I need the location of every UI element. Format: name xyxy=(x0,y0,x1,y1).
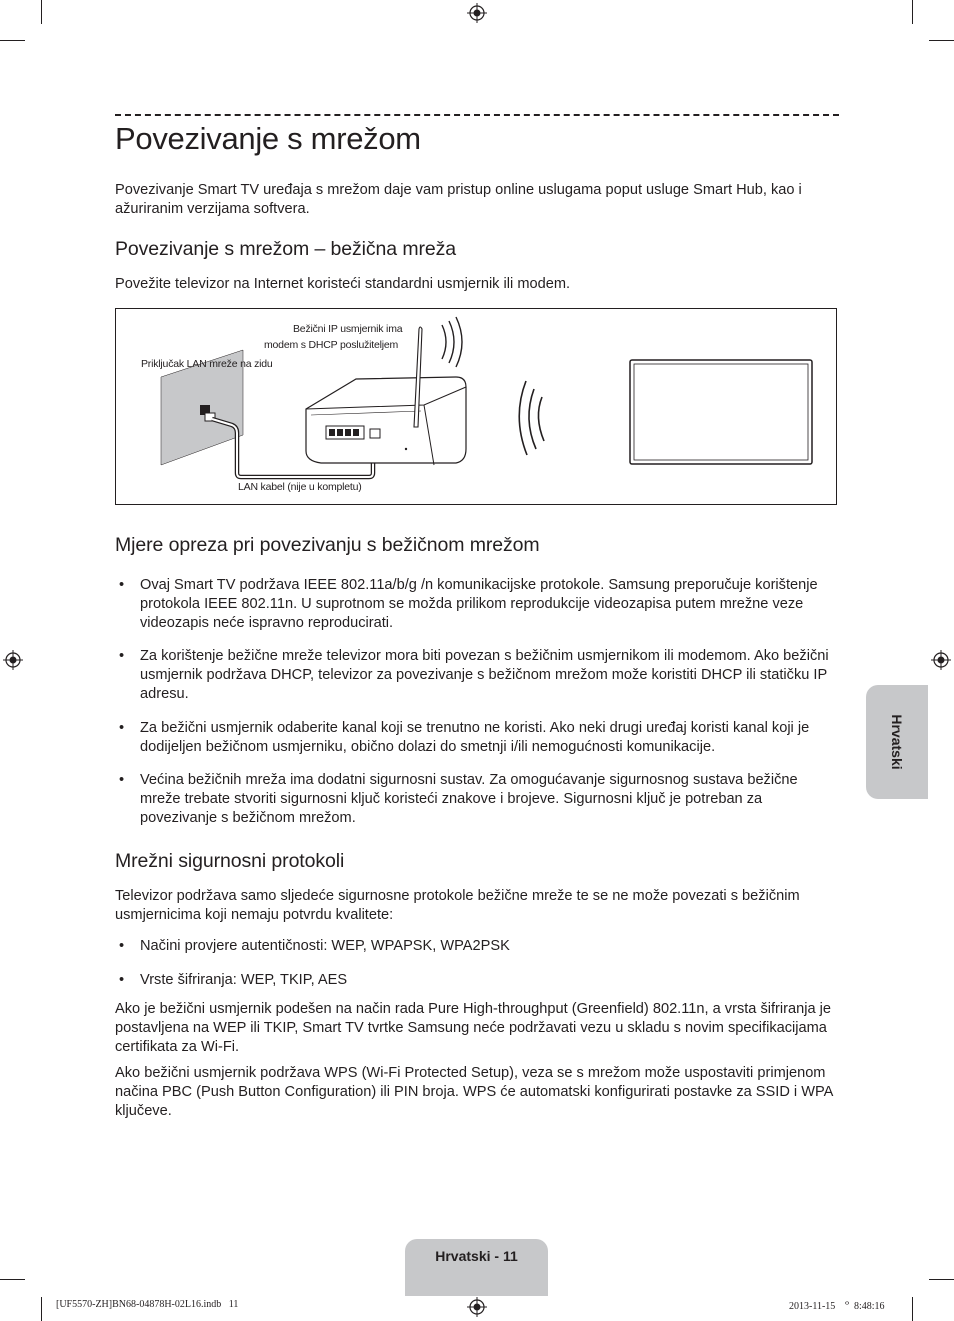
crop-mark xyxy=(0,1279,25,1280)
wall-socket-label: Priključak LAN mreže na zidu xyxy=(141,358,273,370)
footer-date-glyph: ᄋ xyxy=(842,1302,852,1312)
page-number: Hrvatski - 11 xyxy=(435,1248,518,1264)
bullet-icon: • xyxy=(119,648,125,664)
bullet-icon: • xyxy=(119,772,125,788)
protocols-paragraph-1: Ako je bežični usmjernik podešen na način rada Pure High-throughput (Greenfield) 802.11n, a vrsta šifriranja je postavljena na WEP ili TKIP, Smart TV tvrtke Samsung neće podržavati vezu u skladu s novim specifikacijama certifikata za Wi-Fi. xyxy=(115,1001,832,1055)
crop-mark xyxy=(929,40,954,41)
crop-mark xyxy=(0,40,25,41)
intro-paragraph: Povezivanje Smart TV uređaja s mrežom daje vam pristup online uslugama poput usluge Smart Hub, kao i ažuriranim verzijama softvera. xyxy=(115,182,802,217)
router-label-line1: Bežični IP usmjernik ima xyxy=(293,323,403,335)
section-heading-precautions: Mjere opreza pri povezivanju s bežičnom mrežom xyxy=(115,534,540,556)
wireless-text: Povežite televizor na Internet koristeći standardni usmjernik ili modem. xyxy=(115,276,571,292)
footer-date: 2013-11-15 xyxy=(789,1301,843,1312)
list-item: • Za korištenje bežične mreže televizor mora biti povezan s bežičnim usmjernikom ili modemom. Ako bežični usmjernik podržava DHCP, televizor za povezivanje s bežičnom mrežom može koristiti DHCP ili statičku IP adresu. xyxy=(119,648,829,702)
tv-icon xyxy=(630,360,812,464)
crop-mark xyxy=(912,0,913,24)
bullet-icon: • xyxy=(119,972,125,988)
lan-cable-label: LAN kabel (nije u kompletu) xyxy=(238,481,362,493)
page-number-tab xyxy=(405,1239,548,1296)
list-item: • Ovaj Smart TV podržava IEEE 802.11a/b/g /n komunikacijske protokole. Samsung preporučuje korištenje protokola IEEE 802.11n. U suprotnom se možda prilikom reprodukcije videozapisa putem mrežne veze videozapis neće ispravno reproducirati. xyxy=(119,577,818,631)
bullet-icon: • xyxy=(119,938,125,954)
section-heading-protocols: Mrežni sigurnosni protokoli xyxy=(115,850,345,872)
list-item: • Za bežični usmjernik odaberite kanal koji se trenutno ne koristi. Ako neki drugi uređaj koristi kanal koji je dodijeljen bežičnom usmjerniku, obično dolazi do smetnji i/ili nemogućnosti komunikacije. xyxy=(119,720,810,755)
bullet-icon: • xyxy=(119,720,125,736)
crop-mark xyxy=(929,1279,954,1280)
bullet-icon: • xyxy=(119,577,125,593)
language-side-tab xyxy=(866,685,928,799)
registration-mark-icon xyxy=(3,650,23,670)
footer-file-name: [UF5570-ZH]BN68-04878H-02L16.indb 11 xyxy=(56,1299,239,1310)
title-dashed-rule xyxy=(115,114,839,116)
router-label-line2: modem s DHCP poslužiteljem xyxy=(264,339,399,351)
registration-mark-icon xyxy=(467,1297,487,1317)
registration-mark-icon xyxy=(467,3,487,23)
crop-mark xyxy=(41,0,42,24)
page-title: Povezivanje s mrežom xyxy=(115,121,421,156)
list-item: • Vrste šifriranja: WEP, TKIP, AES xyxy=(119,972,348,988)
registration-mark-icon xyxy=(931,650,951,670)
protocols-intro: Televizor podržava samo sljedeće sigurnosne protokole bežične mreže te se ne može povezati s bežičnim usmjernicima koji nemaju potvrdu kvalitete: xyxy=(115,888,800,923)
router-wifi-waves-icon xyxy=(442,317,462,367)
tv-wifi-waves-icon xyxy=(519,381,544,455)
language-side-tab-label: Hrvatski xyxy=(889,714,905,770)
diagram-illustration xyxy=(116,309,836,504)
protocols-paragraph-2: Ako bežični usmjernik podržava WPS (Wi-Fi Protected Setup), veza se s mrežom može uspostaviti primjenom načina PBC (Push Button Configuration) ili PIN broja. WPS će automatski konfigurirati postavke za SSID i WPA ključeve. xyxy=(115,1065,833,1119)
section-heading-wireless: Povezivanje s mrežom – bežična mreža xyxy=(115,238,457,260)
list-item: • Načini provjere autentičnosti: WEP, WPAPSK, WPA2PSK xyxy=(119,938,510,954)
crop-mark xyxy=(41,1297,42,1321)
footer-timestamp xyxy=(789,1299,885,1312)
network-diagram xyxy=(115,308,837,505)
crop-mark xyxy=(912,1297,913,1321)
list-item: • Većina bežičnih mreža ima dodatni sigurnosni sustav. Za omogućavanje sigurnosnog sustava bežične mreže trebate stvoriti sigurnosni ključ koristeći znakove i brojeve. Sigurnosni ključ je potreban za povezivanje s bežičnom mrežom. xyxy=(119,772,798,826)
footer-time: 8:48:16 xyxy=(851,1301,885,1312)
